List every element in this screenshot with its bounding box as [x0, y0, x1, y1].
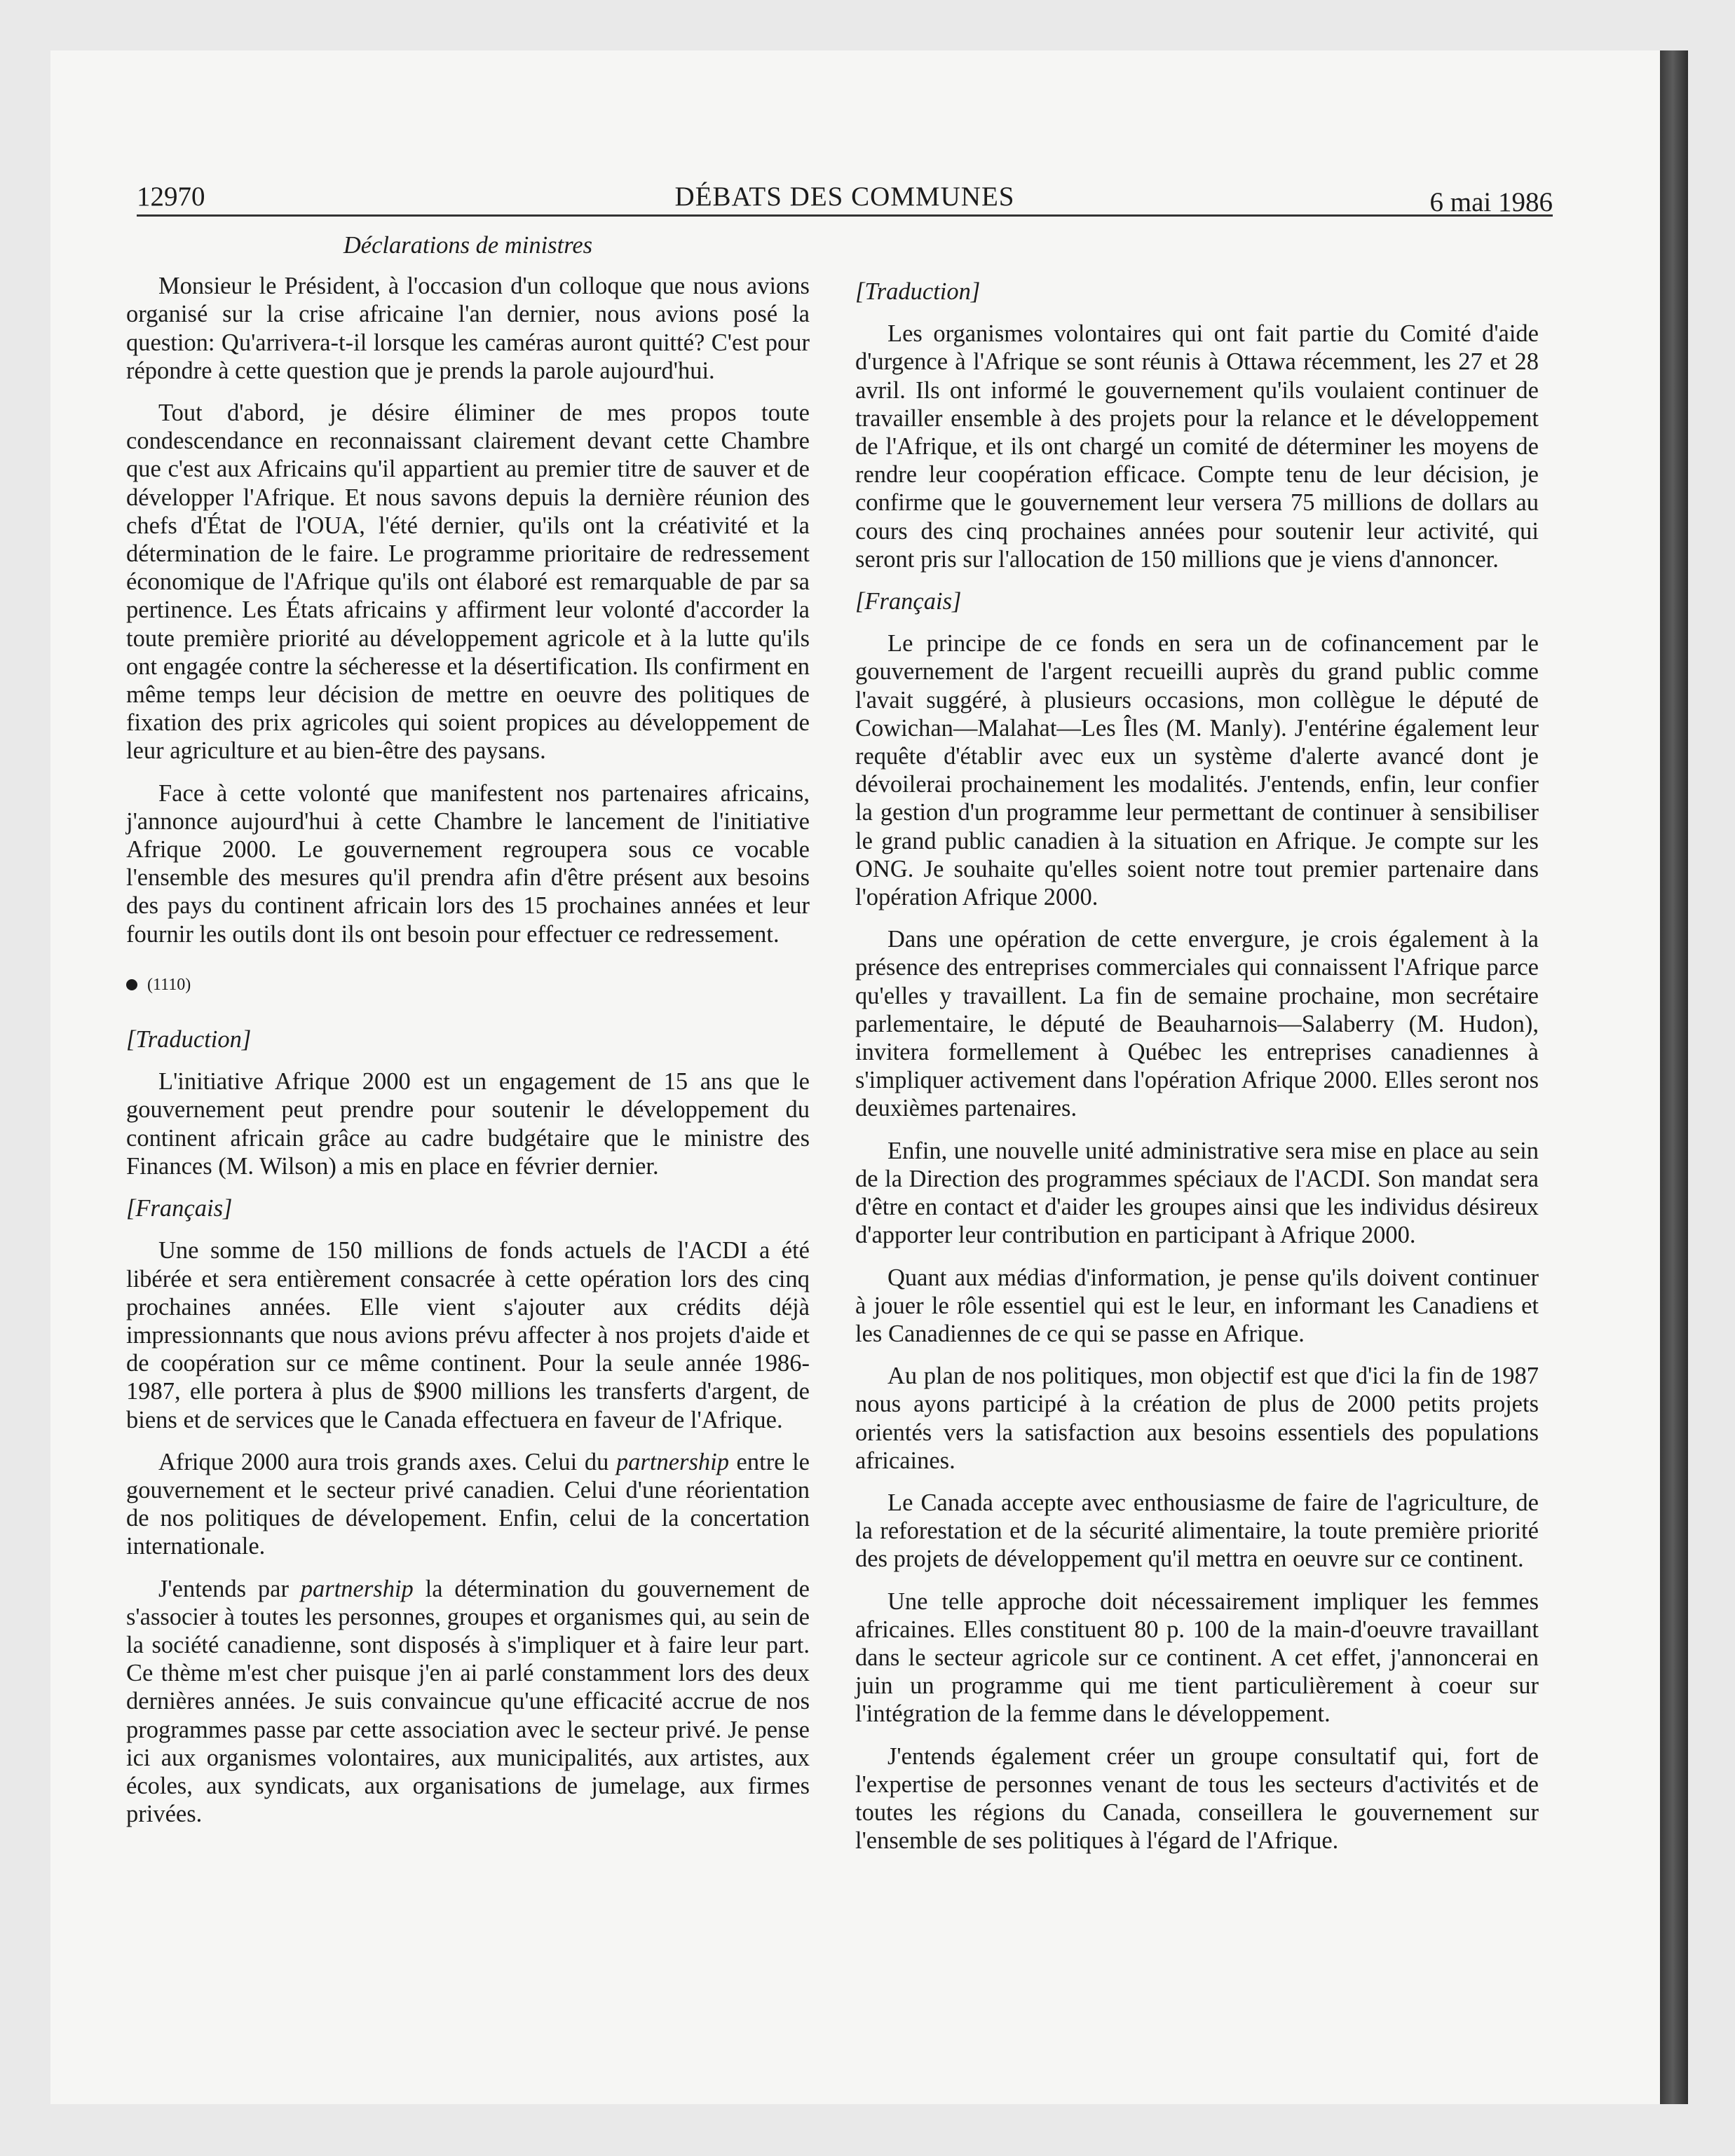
language-marker-traduction: [Traduction] — [855, 278, 981, 305]
scan-edge-bar — [1660, 50, 1688, 2104]
time-marker-label: (1110) — [147, 975, 191, 994]
paragraph: L'initiative Afrique 2000 est un engagement de 15 ans que le gouvernement peut prendre pour soutenir le développement du continent africain grâce au cadre budgétaire que le ministre des Finances (M. Wilson) a mis en place en février dernier. — [126, 1068, 810, 1180]
paragraph: J'entends également créer un groupe consultatif qui, fort de l'expertise de personnes venant de tous les secteurs d'activités et de toutes les régions du Canada, conseillera le gouvernement sur l'ensemble de ses politiques à l'égard de l'Afrique. — [855, 1742, 1539, 1855]
sitting-date: 6 mai 1986 — [1429, 187, 1553, 217]
paragraph: Quant aux médias d'information, je pense qu'ils doivent continuer à jouer le rôle essentiel qui est le leur, en informant les Canadiens et les Canadiennes de ce qui se passe en Afrique. — [855, 1264, 1539, 1347]
paragraph: Monsieur le Président, à l'occasion d'un colloque que nous avions organisé sur la crise africaine l'an dernier, nous avions posé la question: Qu'arrivera-t-il lorsque les caméras auront quitté? C'est pour répondre à cette question que je prends la parole aujourd'hui. — [126, 273, 810, 384]
paragraph — [126, 1575, 810, 1829]
paragraph: Le principe de ce fonds en sera un de cofinancement par le gouvernement de l'argent recueilli auprès du grand public comme l'avait suggéré, à plusieurs occasions, mon collègue le député de Cowichan—Malahat—Les Îles (M. Manly). J'entérine également leur requête d'établir avec eux un système d'alerte avancé dont je dévoilerai prochainement les modalités. J'entends, enfin, leur confier la gestion d'un programme leur permettant de continuer à sensibiliser le grand public canadien à la situation en Afrique. Je compte sur les ONG. Je souhaite qu'elles soient notre tout premier partenaire dans l'opération Afrique 2000. — [855, 630, 1539, 911]
left-column — [126, 231, 810, 1842]
paragraph: Tout d'abord, je désire éliminer de mes propos toute condescendance en reconnaissant clairement devant cette Chambre que c'est aux Africains qu'il appartient au premier titre de sauver et de développer l'Afrique. Et nous savons depuis la dernière réunion des chefs d'État de l'OUA, l'été dernier, qu'ils ont la créativité et la détermination de le faire. Le programme prioritaire de redressement économique de l'Afrique qu'ils ont élaboré est remarquable de par sa pertinence. Les États africains y affirment leur volonté d'accorder la toute première priorité au développement agricole et à la lutte qu'ils ont engagée contre la sécheresse et la désertification. Ils confirment en même temps leur décision de mettre en oeuvre des politiques de fixation des prix agricoles qui soient propices au développement de leur agriculture et au bien-être des paysans. — [126, 400, 810, 765]
paragraph: Une telle approche doit nécessairement impliquer les femmes africaines. Elles constituent 80 p. 100 de la main-d'oeuvre travaillant dans le secteur agricole sur ce continent. A cet effet, j'annoncerai en juin un programme qui me tient particulièrement à coeur sur l'intégration de la femme dans le développement. — [855, 1588, 1539, 1728]
page-number: 12970 — [137, 182, 205, 212]
right-column — [855, 278, 1539, 1869]
emphasis-partnership: partnership — [615, 1448, 729, 1475]
emphasis-partnership: partnership — [300, 1575, 414, 1602]
text-run: la détermination du gouvernement de s'associer à toutes les personnes, groupes et organismes qui, au sein de la société canadienne, sont disposés à s'impliquer et à faire leur part. Ce thème m'est cher puisque j'en ai parlé constamment lors des deux dernières années. Je suis convaincue qu'une efficacité accrue de nos programmes passe par cette association avec le secteur privé. Je pense ici aux organismes volontaires, aux municipalités, aux artistes, aux écoles, aux syndicats, aux organisations de jumelage, aux firmes privées. — [126, 1575, 810, 1828]
paragraph: Dans une opération de cette envergure, je crois également à la présence des entreprises commerciales qui connaissent l'Afrique parce qu'elles y travaillent. La fin de semaine prochaine, mon secrétaire parlementaire, le député de Beauharnois—Salaberry (M. Hudon), invitera formellement à Québec les entreprises canadiennes à s'impliquer activement dans l'opération Afrique 2000. Elles seront nos deuxièmes partenaires. — [855, 926, 1539, 1122]
language-marker-francais: [Français] — [855, 588, 962, 615]
page-header — [137, 175, 1553, 217]
text-run: J'entends par — [158, 1575, 301, 1602]
text-run: entre le gouvernement et le secteur privé canadien. Celui d'une réorientation de nos politiques de dévelopement. Enfin, celui de la concertation internationale. — [126, 1448, 810, 1560]
paragraph: Le Canada accepte avec enthousiasme de faire de l'agriculture, de la reforestation et de la sécurité alimentaire, la toute première priorité des projets de développement qu'il mettra en oeuvre sur ce continent. — [855, 1489, 1539, 1573]
paragraph: Les organismes volontaires qui ont fait partie du Comité d'aide d'urgence à l'Afrique se sont réunis à Ottawa récemment, les 27 et 28 avril. Ils ont informé le gouvernement qu'ils voulaient continuer de travailler ensemble à des projets pour la relance et le développement de l'Afrique, et ils ont chargé un comité de déterminer les moyens de rendre leur coopération efficace. Compte tenu de leur décision, je confirme que le gouvernement leur versera 75 millions de dollars au cours des cinq prochaines années pour soutenir leur activité, qui seront pris sur l'allocation de 150 millions que je viens d'annoncer. — [855, 320, 1539, 573]
paragraph: Face à cette volonté que manifestent nos partenaires africains, j'annonce aujourd'hui à cette Chambre le lancement de l'initiative Afrique 2000. Le gouvernement regroupera sous ce vocable l'ensemble des mesures qu'il prendra afin d'être présent aux besoins des pays du continent africain lors des 15 prochaines années et leur fournir les outils dont ils ont besoin pour effectuer ce redressement. — [126, 779, 810, 948]
time-marker — [126, 971, 810, 999]
bullet-icon — [126, 979, 137, 990]
running-title: DÉBATS DES COMMUNES — [674, 182, 1015, 212]
paragraph: Au plan de nos politiques, mon objectif est que d'ici la fin de 1987 nous ayons participé à la création de plus de 2000 petits projets orientés vers la satisfaction aux besoins essentiels des populations africaines. — [855, 1363, 1539, 1474]
section-heading: Déclarations de ministres — [343, 232, 593, 259]
text-run: Afrique 2000 aura trois grands axes. Celui du — [158, 1448, 616, 1475]
paragraph: Enfin, une nouvelle unité administrative sera mise en place au sein de la Direction des programmes spéciaux de l'ACDI. Son mandat sera d'être en contact et d'aider les groupes ainsi que les individus désireux d'apporter leur contribution en participant à Afrique 2000. — [855, 1137, 1539, 1249]
language-marker-traduction: [Traduction] — [126, 1026, 252, 1053]
paragraph: Une somme de 150 millions de fonds actuels de l'ACDI a été libérée et sera entièrement consacrée à cette opération lors des cinq prochaines années. Elle vient s'ajouter aux crédits déjà impressionnants que nous avions prévu affecter à nos projets d'aide et de coopération sur ce même continent. Pour la seule année 1986-1987, elle portera à plus de $900 millions les transferts d'argent, de biens et de services que le Canada effectuera en faveur de l'Afrique. — [126, 1237, 810, 1433]
language-marker-francais: [Français] — [126, 1195, 233, 1222]
paragraph — [126, 1448, 810, 1561]
